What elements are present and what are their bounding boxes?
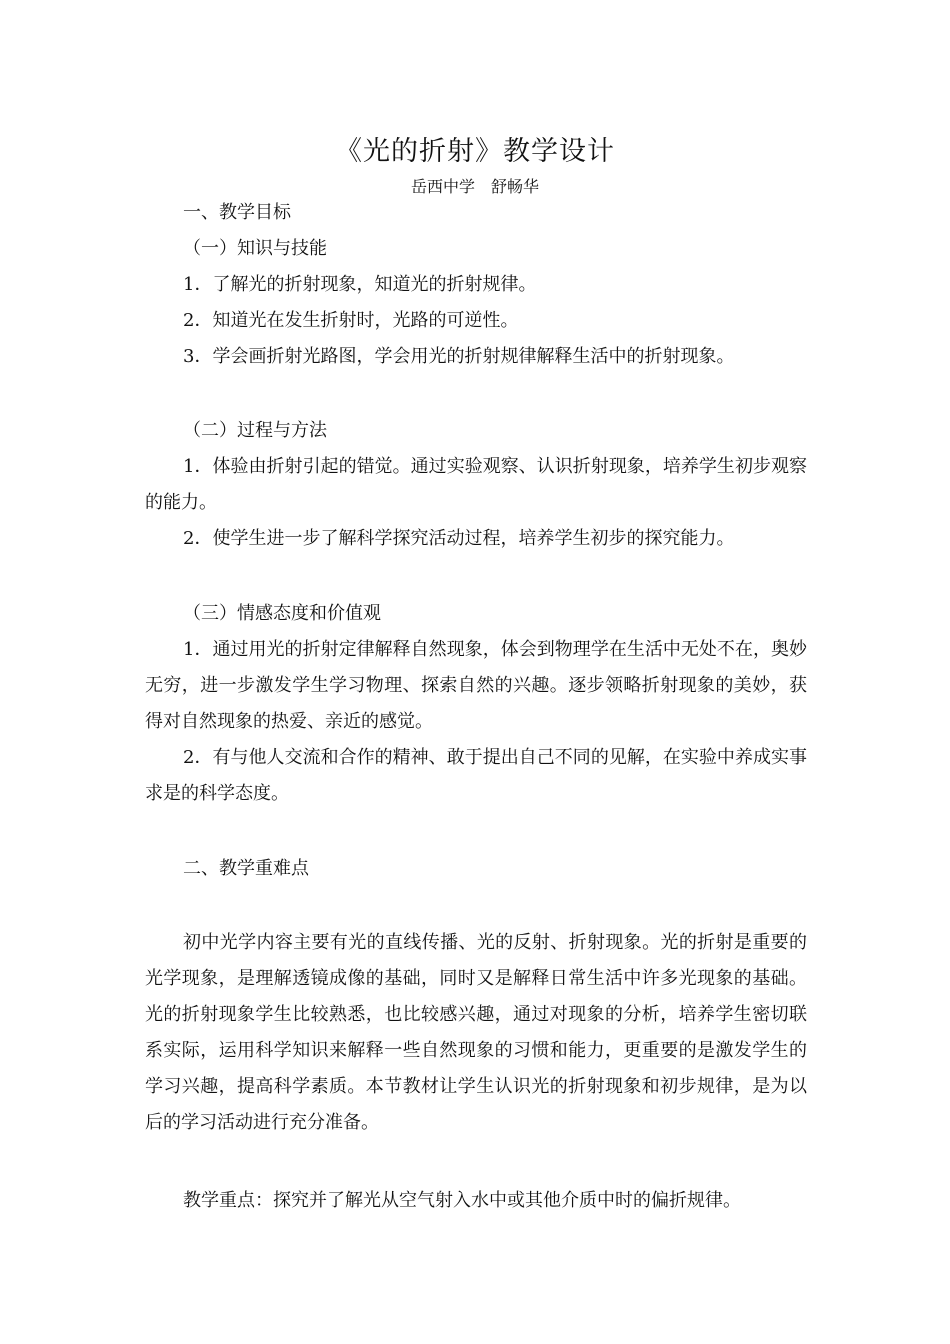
list-item: 1．通过用光的折射定律解释自然现象，体会到物理学在生活中无处不在，奥妙无穷，进一步激发学生学习物理、探索自然的兴趣。逐步领略折射现象的美妙，获得对自然现象的热爱、亲近的感觉。 [145, 639, 807, 732]
list-item: 2．有与他人交流和合作的精神、敢于提出自己不同的见解，在实验中养成实事求是的科学态度。 [145, 747, 807, 804]
subsection-heading-knowledge: （一）知识与技能 [183, 238, 327, 259]
document-title: 《光的折射》教学设计 [335, 136, 615, 167]
subsection-heading-process: （二）过程与方法 [183, 420, 327, 441]
list-item: 3．学会画折射光路图，学会用光的折射规律解释生活中的折射现象。 [183, 346, 735, 367]
body-paragraph: 初中光学内容主要有光的直线传播、光的反射、折射现象。光的折射是重要的光学现象，是理解透镜成像的基础，同时又是解释日常生活中许多光现象的基础。光的折射现象学生比较熟悉，也比较感兴趣，通过对现象的分析，培养学生密切联系实际，运用科学知识来解释一些自然现象的习惯和能力，更重要的是激发学生的学习兴趣，提高科学素质。本节教材让学生认识光的折射现象和初步规律，是为以后的学习活动进行充分准备。 [145, 932, 807, 1133]
list-item: 2．使学生进一步了解科学探究活动过程，培养学生初步的探究能力。 [183, 528, 735, 549]
list-item: 1．体验由折射引起的错觉。通过实验观察、认识折射现象，培养学生初步观察的能力。 [145, 456, 807, 513]
subsection-heading-attitude: （三）情感态度和价值观 [183, 603, 381, 624]
list-item: 2．知道光在发生折射时，光路的可逆性。 [183, 310, 519, 331]
author-line: 岳西中学 舒畅华 [410, 177, 539, 196]
list-item: 1．了解光的折射现象，知道光的折射规律。 [183, 274, 537, 295]
key-point-text: 教学重点：探究并了解光从空气射入水中或其他介质中时的偏折规律。 [183, 1190, 741, 1211]
section-heading-key-points: 二、教学重难点 [183, 858, 309, 879]
section-heading-goals: 一、教学目标 [183, 202, 291, 223]
